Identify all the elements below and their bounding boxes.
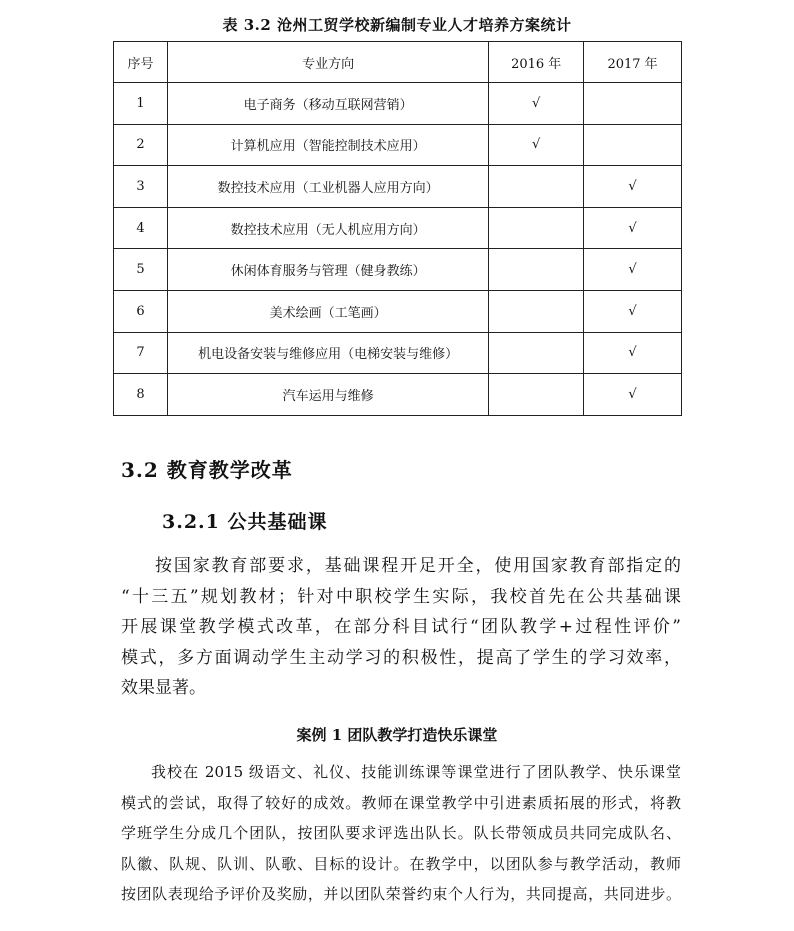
cell-2017: √ — [584, 166, 682, 208]
cell-number: 3 — [114, 166, 168, 208]
case-line: 队徽、队规、队训、队歌、目标的设计。在教学中，以团队参与教学活动，教师 — [121, 854, 681, 873]
case-line: 模式的尝试，取得了较好的成效。教师在课堂教学中引进素质拓展的形式，将教 — [121, 793, 681, 812]
header-number: 序号 — [114, 42, 168, 83]
table-row — [114, 249, 682, 291]
header-2016: 2016 年 — [489, 42, 584, 83]
cell-2016 — [489, 166, 584, 208]
section-heading: 3.2 教育教学改革 — [121, 458, 293, 482]
header-2017: 2017 年 — [584, 42, 682, 83]
cell-major: 电子商务（移动互联网营销） — [167, 83, 488, 125]
cell-2016 — [489, 332, 584, 374]
paragraph-line: 开展课堂教学模式改革，在部分科目试行“团队教学+过程性评价” — [121, 617, 681, 638]
table-row — [114, 374, 682, 416]
major-statistics-table — [113, 41, 682, 416]
cell-2016 — [489, 249, 584, 291]
cell-2016 — [489, 374, 584, 416]
cell-2017: √ — [584, 249, 682, 291]
cell-2017: √ — [584, 207, 682, 249]
cell-2017: √ — [584, 374, 682, 416]
case-paragraph — [121, 757, 681, 910]
cell-major: 机电设备安装与维修应用（电梯安装与维修） — [167, 332, 488, 374]
cell-2017: √ — [584, 290, 682, 332]
paragraph-line: 按国家教育部要求，基础课程开足开全，使用国家教育部指定的 — [155, 556, 681, 576]
paragraph-line: 效果显著。 — [121, 678, 206, 699]
body-paragraph — [121, 551, 681, 704]
cell-major: 休闲体育服务与管理（健身教练） — [167, 249, 488, 291]
cell-number: 8 — [114, 374, 168, 416]
cell-major: 计算机应用（智能控制技术应用） — [167, 124, 488, 166]
table-row — [114, 166, 682, 208]
case-title: 案例 1 团队教学打造快乐课堂 — [296, 726, 498, 744]
table-row — [114, 332, 682, 374]
cell-2016: √ — [489, 124, 584, 166]
case-line: 按团队表现给予评价及奖励，并以团队荣誉约束个人行为，共同提高，共同进步。 — [121, 885, 681, 904]
cell-2017 — [584, 124, 682, 166]
table-row — [114, 207, 682, 249]
cell-number: 4 — [114, 207, 168, 249]
cell-number: 7 — [114, 332, 168, 374]
cell-major: 汽车运用与维修 — [167, 374, 488, 416]
paragraph-line: “十三五”规划教材；针对中职校学生实际，我校首先在公共基础课 — [121, 586, 681, 607]
header-major: 专业方向 — [167, 42, 488, 83]
case-line: 学班学生分成几个团队，按团队要求评选出队长。队长带领成员共同完成队名、 — [121, 824, 681, 843]
cell-2017: √ — [584, 332, 682, 374]
cell-major: 数控技术应用（无人机应用方向） — [167, 207, 488, 249]
cell-number: 1 — [114, 83, 168, 125]
cell-2016: √ — [489, 83, 584, 125]
cell-2016 — [489, 290, 584, 332]
cell-number: 5 — [114, 249, 168, 291]
cell-major: 美术绘画（工笔画） — [167, 290, 488, 332]
table-caption: 表 3.2 沧州工贸学校新编制专业人才培养方案统计 — [222, 16, 572, 34]
table-header-row — [114, 42, 682, 83]
paragraph-line: 模式，多方面调动学生主动学习的积极性，提高了学生的学习效率， — [121, 647, 681, 668]
table-row — [114, 83, 682, 125]
subsection-heading: 3.2.1 公共基础课 — [162, 511, 328, 533]
table-row — [114, 290, 682, 332]
cell-2017 — [584, 83, 682, 125]
table-row — [114, 124, 682, 166]
cell-2016 — [489, 207, 584, 249]
cell-number: 6 — [114, 290, 168, 332]
cell-number: 2 — [114, 124, 168, 166]
case-line: 我校在 2015 级语文、礼仪、技能训练课等课堂进行了团队教学、快乐课堂 — [151, 763, 681, 781]
cell-major: 数控技术应用（工业机器人应用方向） — [167, 166, 488, 208]
